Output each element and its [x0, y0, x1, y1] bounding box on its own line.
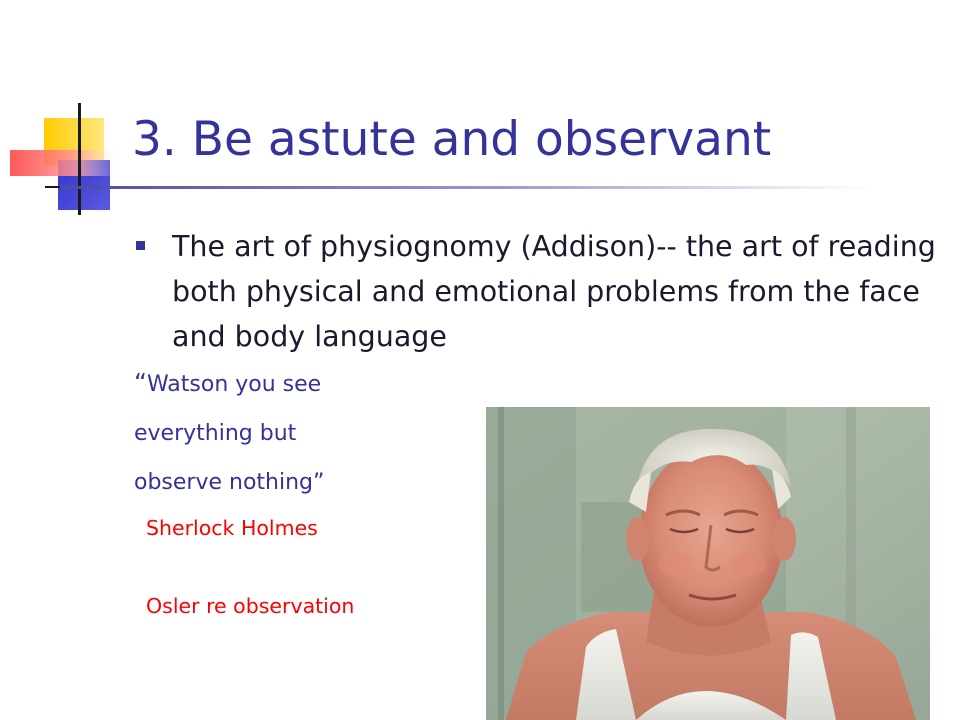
- corner-decoration: [0, 0, 140, 230]
- quote-attribution: Sherlock Holmes: [146, 516, 318, 540]
- osler-note: Osler re observation: [146, 594, 355, 618]
- corner-decoration-graphic: [0, 0, 140, 230]
- portrait-photo: [486, 407, 930, 720]
- holmes-quote: [134, 358, 324, 507]
- quote-line-1: Watson you see: [146, 372, 322, 397]
- title-underline: [60, 186, 870, 189]
- quote-line-3: observe nothing”: [134, 470, 325, 495]
- bullet-text: The art of physiognomy (Addison)-- the art of reading both physical and emotional problems from the face and body language: [172, 230, 936, 353]
- quote-open-mark: “: [134, 368, 147, 397]
- square-bullet-icon: [136, 241, 145, 250]
- portrait-illustration: [486, 407, 930, 720]
- quote-line-2: everything but: [134, 421, 297, 446]
- slide-title: 3. Be astute and observant: [132, 112, 772, 167]
